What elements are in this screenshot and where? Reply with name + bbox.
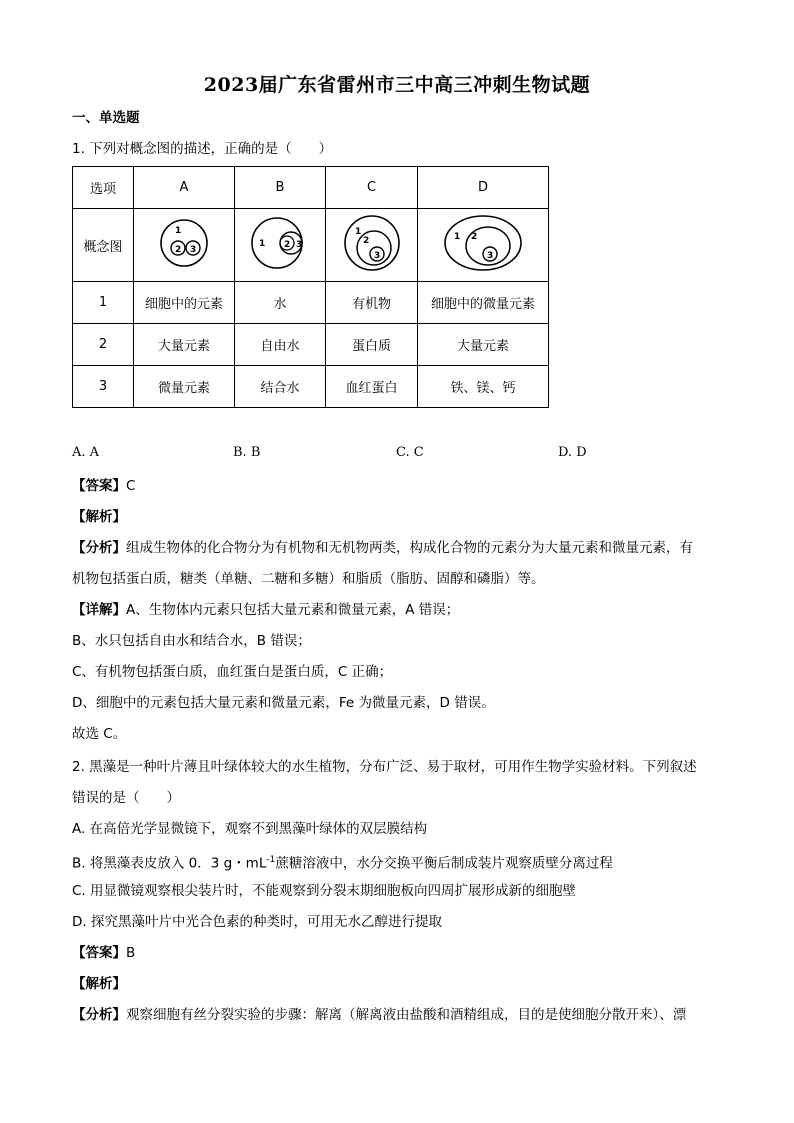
answer-value: B <box>126 945 136 961</box>
fenxi-label: 【分析】 <box>72 540 126 556</box>
q2-option-b-sup: -1 <box>266 855 276 865</box>
diagram-label: 1 <box>454 232 461 242</box>
answer-label: 【答案】 <box>72 478 126 494</box>
page-title: 2023届广东省雷州市三中高三冲刺生物试题 <box>203 74 591 96</box>
q1-option-a: A. A <box>72 445 100 460</box>
table-header-cell: C <box>326 167 418 209</box>
table-cell: 自由水 <box>235 324 326 366</box>
diagram-label: 1 <box>259 239 266 249</box>
concept-diagram-c <box>339 212 405 274</box>
table-cell: 大量元素 <box>418 324 549 366</box>
answer-label: 【答案】 <box>72 945 126 961</box>
diagram-row-label: 概念图 <box>73 209 134 282</box>
diagram-a <box>134 209 235 282</box>
q1-option-d: D. D <box>558 445 587 460</box>
diagram-d <box>418 209 549 282</box>
q2-stem-line1: 2. 黑藻是一种叶片薄且叶绿体较大的水生植物，分布广泛、易于取材，可用作生物学实验材料。下列叙述 <box>72 759 697 775</box>
table-cell: 2 <box>73 324 134 366</box>
section-heading: 一、单选题 <box>72 110 140 126</box>
table-cell: 细胞中的元素 <box>134 282 235 324</box>
table-row <box>73 366 549 408</box>
q2-analysis-label: 【解析】 <box>72 976 126 992</box>
table-cell: 有机物 <box>326 282 418 324</box>
xiangjie-label: 【详解】 <box>72 602 126 618</box>
concept-diagram-b <box>247 213 313 273</box>
table-diagram-row <box>73 209 549 282</box>
concept-table <box>72 166 549 408</box>
q1-fenxi-line2: 机物包括蛋白质，糖类（单糖、二糖和多糖）和脂质（脂肪、固醇和磷脂）等。 <box>72 571 545 587</box>
diagram-label: 2 <box>175 245 182 255</box>
table-row <box>73 282 549 324</box>
q1-xiangjie-line1 <box>72 600 459 620</box>
diagram-label: 3 <box>190 245 197 255</box>
table-cell: 蛋白质 <box>326 324 418 366</box>
q1-answer <box>72 476 135 496</box>
table-header-cell: D <box>418 167 549 209</box>
diagram-label: 1 <box>354 227 361 237</box>
table-cell: 水 <box>235 282 326 324</box>
q1-option-b: B. B <box>233 445 261 460</box>
answer-value: C <box>126 478 136 494</box>
table-header-row <box>73 167 549 209</box>
table-cell: 血红蛋白 <box>326 366 418 408</box>
q1-fenxi-line1 <box>72 538 693 558</box>
diagram-b <box>235 209 326 282</box>
q1-analysis-label: 【解析】 <box>72 509 126 525</box>
q1-stem: 1. 下列对概念图的描述，正确的是（ ） <box>72 141 333 157</box>
q2-fenxi-line1 <box>72 1005 686 1025</box>
q1-detail-d: D、细胞中的元素包括大量元素和微量元素，Fe 为微量元素，D 错误。 <box>72 695 495 711</box>
diagram-label: 3 <box>296 240 303 250</box>
q1-option-c: C. C <box>396 445 424 460</box>
concept-diagram-a <box>154 213 214 273</box>
concept-diagram-d <box>438 212 528 274</box>
fenxi-text: 观察细胞有丝分裂实验的步骤：解离（解离液由盐酸和酒精组成，目的是使细胞分散开来）、漂 <box>126 1007 687 1023</box>
table-cell: 3 <box>73 366 134 408</box>
q2-option-b-post: 蔗糖溶液中，水分交换平衡后制成装片观察质壁分离过程 <box>275 855 613 872</box>
xiangjie-text: A、生物体内元素只包括大量元素和微量元素，A 错误； <box>126 602 460 618</box>
diagram-label: 3 <box>487 251 494 261</box>
table-cell: 大量元素 <box>134 324 235 366</box>
table-header-cell: B <box>235 167 326 209</box>
fenxi-label: 【分析】 <box>72 1007 126 1023</box>
q2-option-a: A. 在高倍光学显微镜下，观察不到黑藻叶绿体的双层膜结构 <box>72 821 428 837</box>
q2-option-d: D. 探究黑藻叶片中光合色素的种类时，可用无水乙醇进行提取 <box>72 914 442 930</box>
q2-stem-line2: 错误的是（ ） <box>72 790 180 806</box>
q1-detail-b: B、水只包括自由水和结合水，B 错误； <box>72 633 311 649</box>
diagram-label: 1 <box>175 226 182 236</box>
diagram-label: 3 <box>373 251 380 261</box>
table-cell: 结合水 <box>235 366 326 408</box>
q1-detail-c: C、有机物包括蛋白质，血红蛋白是蛋白质，C 正确； <box>72 664 393 680</box>
fenxi-text: 组成生物体的化合物分为有机物和无机物两类，构成化合物的元素分为大量元素和微量元素，有 <box>126 540 693 556</box>
table-header-cell: 选项 <box>73 167 134 209</box>
table-row <box>73 324 549 366</box>
diagram-label: 2 <box>284 240 291 250</box>
table-cell: 微量元素 <box>134 366 235 408</box>
table-cell: 1 <box>73 282 134 324</box>
q2-option-b-pre: B. 将黑藻表皮放入 0．3 g・mL <box>72 855 267 872</box>
q2-option-c: C. 用显微镜观察根尖装片时，不能观察到分裂末期细胞板向四周扩展形成新的细胞壁 <box>72 883 577 899</box>
q2-option-b <box>72 850 613 874</box>
table-header-cell: A <box>134 167 235 209</box>
diagram-label: 2 <box>471 232 478 242</box>
q1-conclusion: 故选 C。 <box>72 726 127 742</box>
diagram-c <box>326 209 418 282</box>
diagram-label: 2 <box>362 236 369 246</box>
table-cell: 铁、镁、钙 <box>418 366 549 408</box>
table-cell: 细胞中的微量元素 <box>418 282 549 324</box>
q2-answer <box>72 943 135 963</box>
